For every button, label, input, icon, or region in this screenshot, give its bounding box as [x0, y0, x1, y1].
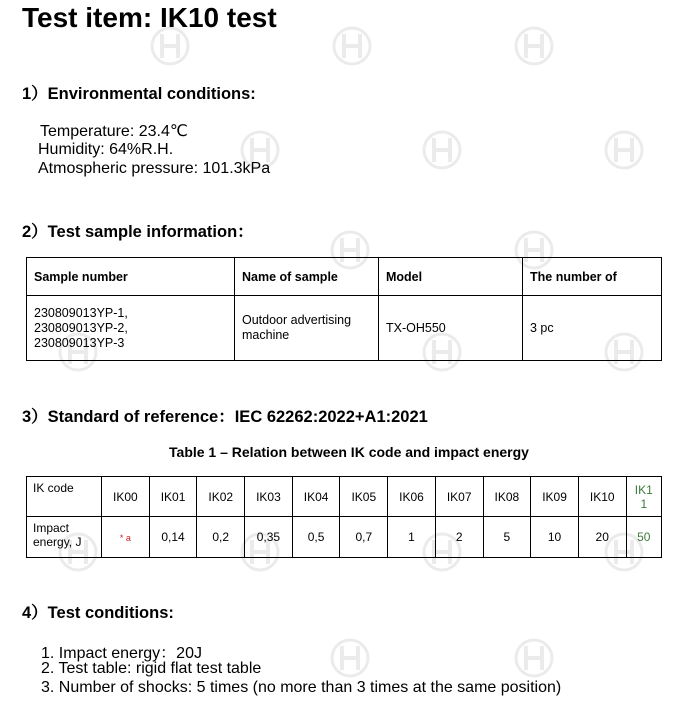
energy-cell: 0,2: [197, 517, 245, 558]
energy-cell-ik00: [102, 517, 150, 558]
watermark-logo-icon: [420, 128, 464, 172]
energy-cell-last: 50: [626, 517, 661, 558]
table1-title: Table 1 – Relation between IK code and impact energy: [169, 444, 529, 460]
sample-name-line-1: Outdoor advertising: [242, 313, 352, 327]
ik-code-cell: IK09: [531, 477, 579, 517]
ik-code-cell: IK00: [102, 477, 150, 517]
footnote-ref-mark: * a: [119, 533, 131, 543]
impact-energy-header-line-1: Impact: [33, 521, 70, 535]
ik-code-last-line-2: 1: [640, 496, 648, 511]
energy-cell: 0,35: [245, 517, 293, 558]
energy-cell: 0,14: [149, 517, 197, 558]
energy-cell: 0,7: [340, 517, 388, 558]
condition-item: 2. Test table: rigid flat test table: [41, 660, 262, 677]
humidity-text: Humidity: 64%R.H.: [38, 141, 174, 158]
header-sample-name: Name of sample: [235, 258, 379, 296]
watermark-logo-icon: [330, 24, 374, 68]
condition-item: 3. Number of shocks: 5 times (no more than 3 times at the same position): [41, 679, 562, 696]
header-sample-number: Sample number: [27, 258, 235, 296]
watermark-logo-icon: [512, 24, 556, 68]
ik-code-cell: IK04: [292, 477, 340, 517]
ik-code-cell: IK06: [388, 477, 436, 517]
condition-item: 1. Impact energy：20J: [41, 645, 202, 662]
temperature-text: Temperature: 23.4℃: [40, 123, 188, 140]
sample-info-table: [26, 257, 662, 361]
energy-cell: 20: [578, 517, 626, 558]
section-test-conditions: 4）Test conditions:: [22, 604, 174, 622]
ik-energy-table: [26, 476, 662, 558]
impact-energy-header-line-2: energy, J: [33, 535, 82, 549]
watermark-logo-icon: [602, 128, 646, 172]
section-sample-information: 2）Test sample information：: [22, 223, 254, 241]
energy-cell: 10: [531, 517, 579, 558]
ik-code-cell: IK01: [149, 477, 197, 517]
ik-code-cell: IK03: [245, 477, 293, 517]
table-row: [27, 296, 662, 361]
cell-count: 3 pc: [523, 296, 662, 361]
header-model: Model: [379, 258, 523, 296]
table-header-row: [27, 258, 662, 296]
ik-code-last-line-1: IK1: [634, 482, 653, 497]
ik-code-cell: IK05: [340, 477, 388, 517]
pressure-text: Atmospheric pressure: 101.3kPa: [38, 160, 271, 177]
ik-code-cell: IK10: [578, 477, 626, 517]
ik-code-cell: IK02: [197, 477, 245, 517]
table-row: [27, 517, 662, 558]
ik-code-cell: IK07: [435, 477, 483, 517]
section-standard-of-reference: 3）Standard of reference：IEC 62262:2022+A1:2021: [22, 408, 428, 426]
ik-code-cell-last: [626, 477, 661, 517]
section-environmental-conditions: 1）Environmental conditions:: [22, 85, 256, 103]
energy-cell: 2: [435, 517, 483, 558]
table-row: [27, 477, 662, 517]
ik-code-header: IK code: [27, 477, 102, 517]
cell-sample-name: [235, 296, 379, 361]
cell-sample-numbers: [27, 296, 235, 361]
cell-model: TX-OH550: [379, 296, 523, 361]
watermark-logo-icon: [512, 636, 556, 680]
impact-energy-header: [27, 517, 102, 558]
watermark-logo-icon: [328, 636, 372, 680]
sample-name-line-2: machine: [242, 328, 290, 342]
sample-number-2: 230809013YP-2,: [34, 320, 128, 335]
page-title: Test item: IK10 test: [22, 2, 277, 33]
sample-number-3: 230809013YP-3: [34, 335, 125, 350]
energy-cell: 1: [388, 517, 436, 558]
sample-number-1: 230809013YP-1,: [34, 305, 128, 320]
ik-code-cell: IK08: [483, 477, 531, 517]
energy-cell: 5: [483, 517, 531, 558]
header-number-of: The number of: [523, 258, 662, 296]
energy-cell: 0,5: [292, 517, 340, 558]
